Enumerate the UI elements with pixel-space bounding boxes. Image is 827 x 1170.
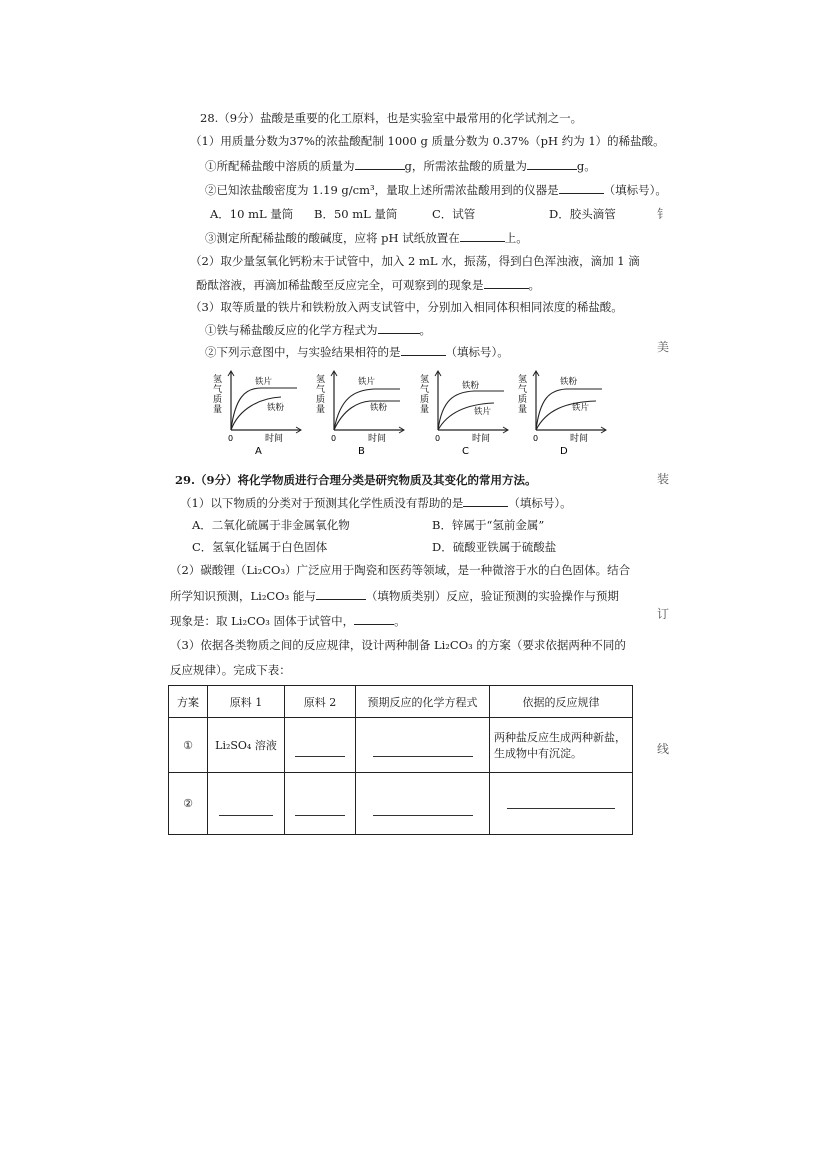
row1-equation[interactable] bbox=[356, 718, 490, 773]
q29-part1-text: （1）以下物质的分类对于预测其化学性质没有帮助的是 bbox=[180, 496, 464, 510]
q29-part2-line2-post: （填物质类别）反应，验证预测的实验操作与预期 bbox=[365, 589, 619, 603]
table-row bbox=[169, 718, 633, 773]
q29-part1 bbox=[180, 494, 572, 511]
q29-part2-line1: （2）碳酸锂（Li₂CO₃）广泛应用于陶瓷和医药等领域，是一种微溶于水的白色固体。结合 bbox=[170, 563, 631, 577]
answer-blank[interactable] bbox=[559, 181, 604, 194]
q29-part2-line3-post: 。 bbox=[394, 614, 406, 628]
q29-part3-line1: （3）依据各类物质之间的反应规律，设计两种制备 Li₂CO₃ 的方案（要求依据两种不同的 bbox=[170, 638, 626, 652]
curve-upper bbox=[536, 389, 602, 430]
q28-part3-a-post: 。 bbox=[419, 323, 431, 337]
answer-blank[interactable] bbox=[354, 612, 394, 625]
x-label: 时间 bbox=[472, 434, 491, 444]
y-label: 量 bbox=[518, 405, 528, 415]
upper-curve-label: 铁片 bbox=[358, 377, 376, 387]
q29-part2-line2-text: 所学知识预测，Li₂CO₃ 能与 bbox=[170, 589, 316, 603]
q28-part1-c-text: ③测定所配稀盐酸的酸碱度，应将 pH 试纸放置在 bbox=[205, 231, 460, 245]
graph-letter: B bbox=[358, 446, 365, 457]
q28-part1-b-text: ②已知浓盐酸密度为 1.19 g/cm³，量取上述所需浓盐酸用到的仪器是 bbox=[205, 183, 559, 197]
q28-option-a: A．10 mL 量筒 bbox=[210, 207, 294, 221]
answer-blank[interactable] bbox=[219, 814, 273, 816]
y-label: 氢 bbox=[518, 375, 528, 385]
row1-rule-line1: 两种盐反应生成两种新盐， bbox=[494, 731, 626, 744]
origin-label: 0 bbox=[331, 434, 337, 443]
upper-curve-label: 铁粉 bbox=[560, 377, 578, 387]
answer-blank[interactable] bbox=[527, 157, 577, 170]
q28-part2-line1: （2）取少量氢氧化钙粉末于试管中，加入 2 mL 水，振荡，得到白色浑浊液，滴加 1 滴 bbox=[190, 254, 640, 268]
row1-rule bbox=[490, 718, 633, 773]
row1-rule-line2: 生成物中有沉淀。 bbox=[494, 747, 582, 760]
header-plan: 方案 bbox=[169, 686, 208, 718]
x-label: 时间 bbox=[570, 434, 589, 444]
edge-mark: 钅 bbox=[657, 207, 670, 221]
lower-curve-label: 铁片 bbox=[474, 407, 492, 417]
y-label: 气 bbox=[420, 385, 430, 395]
graph-letter: A bbox=[255, 446, 262, 457]
q28-option-c: C．试管 bbox=[432, 207, 476, 221]
q28-part1: （1）用质量分数为37%的浓盐酸配制 1000 g 质量分数为 0.37%（pH 约为 1）的稀盐酸。 bbox=[190, 134, 665, 148]
q28-part1-a bbox=[205, 157, 596, 174]
header-material1: 原料 1 bbox=[208, 686, 285, 718]
y-label: 质 bbox=[420, 395, 430, 405]
q29-part2-line3-text: 现象是：取 Li₂CO₃ 固体于试管中， bbox=[170, 614, 355, 628]
q29-option-a: A．二氧化硫属于非金属氧化物 bbox=[192, 518, 350, 532]
edge-mark: 装 bbox=[657, 472, 670, 486]
origin-label: 0 bbox=[435, 434, 441, 443]
header-rule: 依据的反应规律 bbox=[490, 686, 633, 718]
graph-letter: C bbox=[462, 446, 469, 457]
y-label: 量 bbox=[316, 405, 326, 415]
q28-part1-b bbox=[205, 181, 667, 198]
answer-blank[interactable] bbox=[401, 343, 446, 356]
preparation-table bbox=[168, 685, 633, 835]
y-label: 质 bbox=[316, 395, 326, 405]
q29-part3-line2: 反应规律）。完成下表： bbox=[170, 663, 291, 677]
graph-letter: D bbox=[560, 446, 568, 457]
curve-upper bbox=[231, 388, 297, 430]
y-label: 气 bbox=[316, 385, 326, 395]
origin-label: 0 bbox=[228, 434, 234, 443]
answer-blank[interactable] bbox=[373, 814, 473, 816]
curve-upper bbox=[334, 389, 400, 430]
edge-mark: 美 bbox=[657, 340, 670, 354]
graph-a bbox=[205, 368, 305, 462]
table-row bbox=[169, 773, 633, 835]
q29-title: 29.（9分）将化学物质进行合理分类是研究物质及其变化的常用方法。 bbox=[175, 473, 537, 487]
answer-blank[interactable] bbox=[316, 587, 366, 600]
graph-c bbox=[412, 368, 512, 462]
q28-part3-b-post: （填标号）。 bbox=[445, 345, 509, 359]
y-label: 质 bbox=[518, 395, 528, 405]
curve-lower bbox=[334, 401, 400, 430]
answer-blank[interactable] bbox=[295, 755, 345, 757]
y-label: 质 bbox=[213, 395, 223, 405]
graph-b bbox=[308, 368, 408, 462]
origin-label: 0 bbox=[533, 434, 539, 443]
curve-upper bbox=[438, 391, 504, 430]
q28-option-b: B．50 mL 量筒 bbox=[314, 207, 398, 221]
answer-blank[interactable] bbox=[463, 494, 508, 507]
q28-part2-line2-post: 。 bbox=[528, 278, 540, 292]
y-label: 量 bbox=[213, 405, 223, 415]
lower-curve-label: 铁粉 bbox=[267, 403, 285, 413]
q28-part2-line2-text: 酚酞溶液，再滴加稀盐酸至反应完全，可观察到的现象是 bbox=[196, 278, 484, 292]
q28-part3: （3）取等质量的铁片和铁粉放入两支试管中，分别加入相同体积相同浓度的稀盐酸。 bbox=[190, 300, 623, 314]
row2-no: ② bbox=[169, 773, 208, 835]
answer-blank[interactable] bbox=[373, 755, 473, 757]
lower-curve-label: 铁片 bbox=[572, 403, 590, 413]
answer-blank[interactable] bbox=[507, 807, 614, 809]
q28-part1-c-post: 上。 bbox=[504, 231, 528, 245]
answer-blank[interactable] bbox=[295, 814, 345, 816]
q28-part1-a-text: ①所配稀盐酸中溶质的质量为 bbox=[205, 159, 355, 173]
q29-option-b: B．锌属于“氢前金属” bbox=[432, 518, 545, 532]
row2-equation[interactable] bbox=[356, 773, 490, 835]
y-label: 气 bbox=[213, 385, 223, 395]
q29-part1-post: （填标号）。 bbox=[508, 496, 572, 510]
y-label: 氢 bbox=[213, 375, 223, 385]
q28-part3-b bbox=[205, 343, 509, 360]
y-label: 氢 bbox=[316, 375, 326, 385]
row1-material1: Li₂SO₄ 溶液 bbox=[208, 718, 285, 773]
edge-mark: 订 bbox=[657, 607, 670, 621]
q28-part1-a-mid: g，所需浓盐酸的质量为 bbox=[404, 159, 527, 173]
row2-material2[interactable] bbox=[285, 773, 356, 835]
answer-blank[interactable] bbox=[484, 276, 529, 289]
q28-part3-a-text: ①铁与稀盐酸反应的化学方程式为 bbox=[205, 323, 378, 337]
y-label: 量 bbox=[420, 405, 430, 415]
q29-part2-line2 bbox=[170, 587, 619, 604]
x-label: 时间 bbox=[265, 434, 284, 444]
q29-option-c: C．氢氧化锰属于白色固体 bbox=[192, 540, 328, 554]
upper-curve-label: 铁片 bbox=[255, 377, 273, 387]
q29-option-d: D．硫酸亚铁属于硫酸盐 bbox=[432, 540, 557, 554]
q28-title: 28.（9分）盐酸是重要的化工原料，也是实验室中最常用的化学试剂之一。 bbox=[200, 111, 583, 125]
answer-blank[interactable] bbox=[460, 229, 505, 242]
q28-part1-c bbox=[205, 229, 528, 246]
row2-rule[interactable] bbox=[490, 773, 633, 835]
q28-option-d: D．胶头滴管 bbox=[549, 207, 616, 221]
x-label: 时间 bbox=[368, 434, 387, 444]
row2-material1[interactable] bbox=[208, 773, 285, 835]
upper-curve-label: 铁粉 bbox=[462, 381, 480, 391]
header-material2: 原料 2 bbox=[285, 686, 356, 718]
header-equation: 预期反应的化学方程式 bbox=[356, 686, 490, 718]
table-header-row bbox=[169, 686, 633, 718]
q28-part1-a-post: g。 bbox=[576, 159, 596, 173]
y-label: 气 bbox=[518, 385, 528, 395]
graph-d bbox=[510, 368, 610, 462]
row1-material2[interactable] bbox=[285, 718, 356, 773]
edge-mark: 线 bbox=[657, 742, 670, 756]
y-label: 氢 bbox=[420, 375, 430, 385]
lower-curve-label: 铁粉 bbox=[370, 403, 388, 413]
answer-blank[interactable] bbox=[378, 321, 420, 334]
row1-no: ① bbox=[169, 718, 208, 773]
q28-part3-a bbox=[205, 321, 431, 338]
q28-part1-b-post: （填标号）。 bbox=[603, 183, 667, 197]
q28-part3-b-text: ②下列示意图中，与实验结果相符的是 bbox=[205, 345, 401, 359]
answer-blank[interactable] bbox=[355, 157, 405, 170]
q29-part2-line3 bbox=[170, 612, 406, 629]
q28-part2-line2 bbox=[196, 276, 540, 293]
